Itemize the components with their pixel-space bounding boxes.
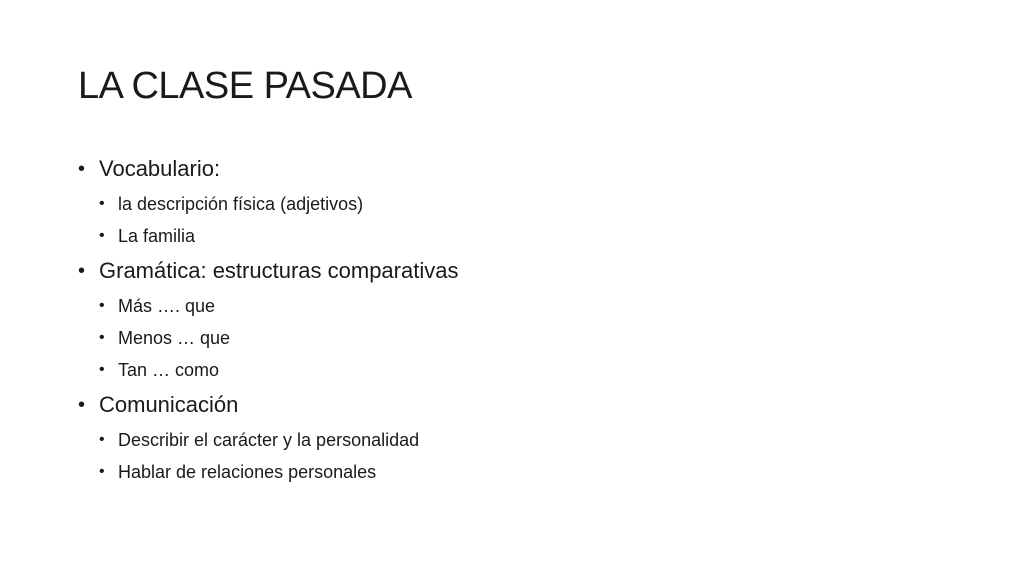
section-heading: Gramática: estructuras comparativas bbox=[99, 258, 459, 283]
list-item bbox=[78, 192, 958, 216]
list-item bbox=[78, 224, 958, 248]
list-item-text: Hablar de relaciones personales bbox=[118, 462, 377, 482]
list-item-text: Describir el carácter y la personalidad bbox=[118, 430, 420, 450]
list-item-text: Más …. que bbox=[118, 296, 216, 316]
list-item-text: Menos … que bbox=[118, 328, 231, 348]
bullet-icon: • bbox=[99, 361, 105, 378]
bullet-icon: • bbox=[99, 195, 105, 212]
list-item bbox=[78, 460, 958, 484]
section-comunicacion bbox=[78, 390, 958, 420]
bullet-icon: • bbox=[78, 158, 86, 180]
bullet-icon: • bbox=[99, 227, 105, 244]
section-heading: Vocabulario: bbox=[99, 156, 221, 181]
bullet-icon: • bbox=[78, 394, 86, 416]
section-heading: Comunicación bbox=[99, 392, 239, 417]
bullet-icon: • bbox=[99, 463, 105, 480]
section-gramatica bbox=[78, 256, 958, 286]
list-item bbox=[78, 358, 958, 382]
bullet-icon: • bbox=[99, 431, 105, 448]
list-item-text: la descripción física (adjetivos) bbox=[118, 194, 364, 214]
list-item-text: La familia bbox=[118, 226, 196, 246]
bullet-icon: • bbox=[78, 260, 86, 282]
list-item bbox=[78, 326, 958, 350]
list-item-text: Tan … como bbox=[118, 360, 220, 380]
list-item bbox=[78, 428, 958, 452]
list-item bbox=[78, 294, 958, 318]
slide-title: LA CLASE PASADA bbox=[78, 65, 412, 107]
bullet-icon: • bbox=[99, 329, 105, 346]
bullet-icon: • bbox=[99, 297, 105, 314]
bullet-list bbox=[78, 154, 958, 484]
section-vocabulario bbox=[78, 154, 958, 184]
